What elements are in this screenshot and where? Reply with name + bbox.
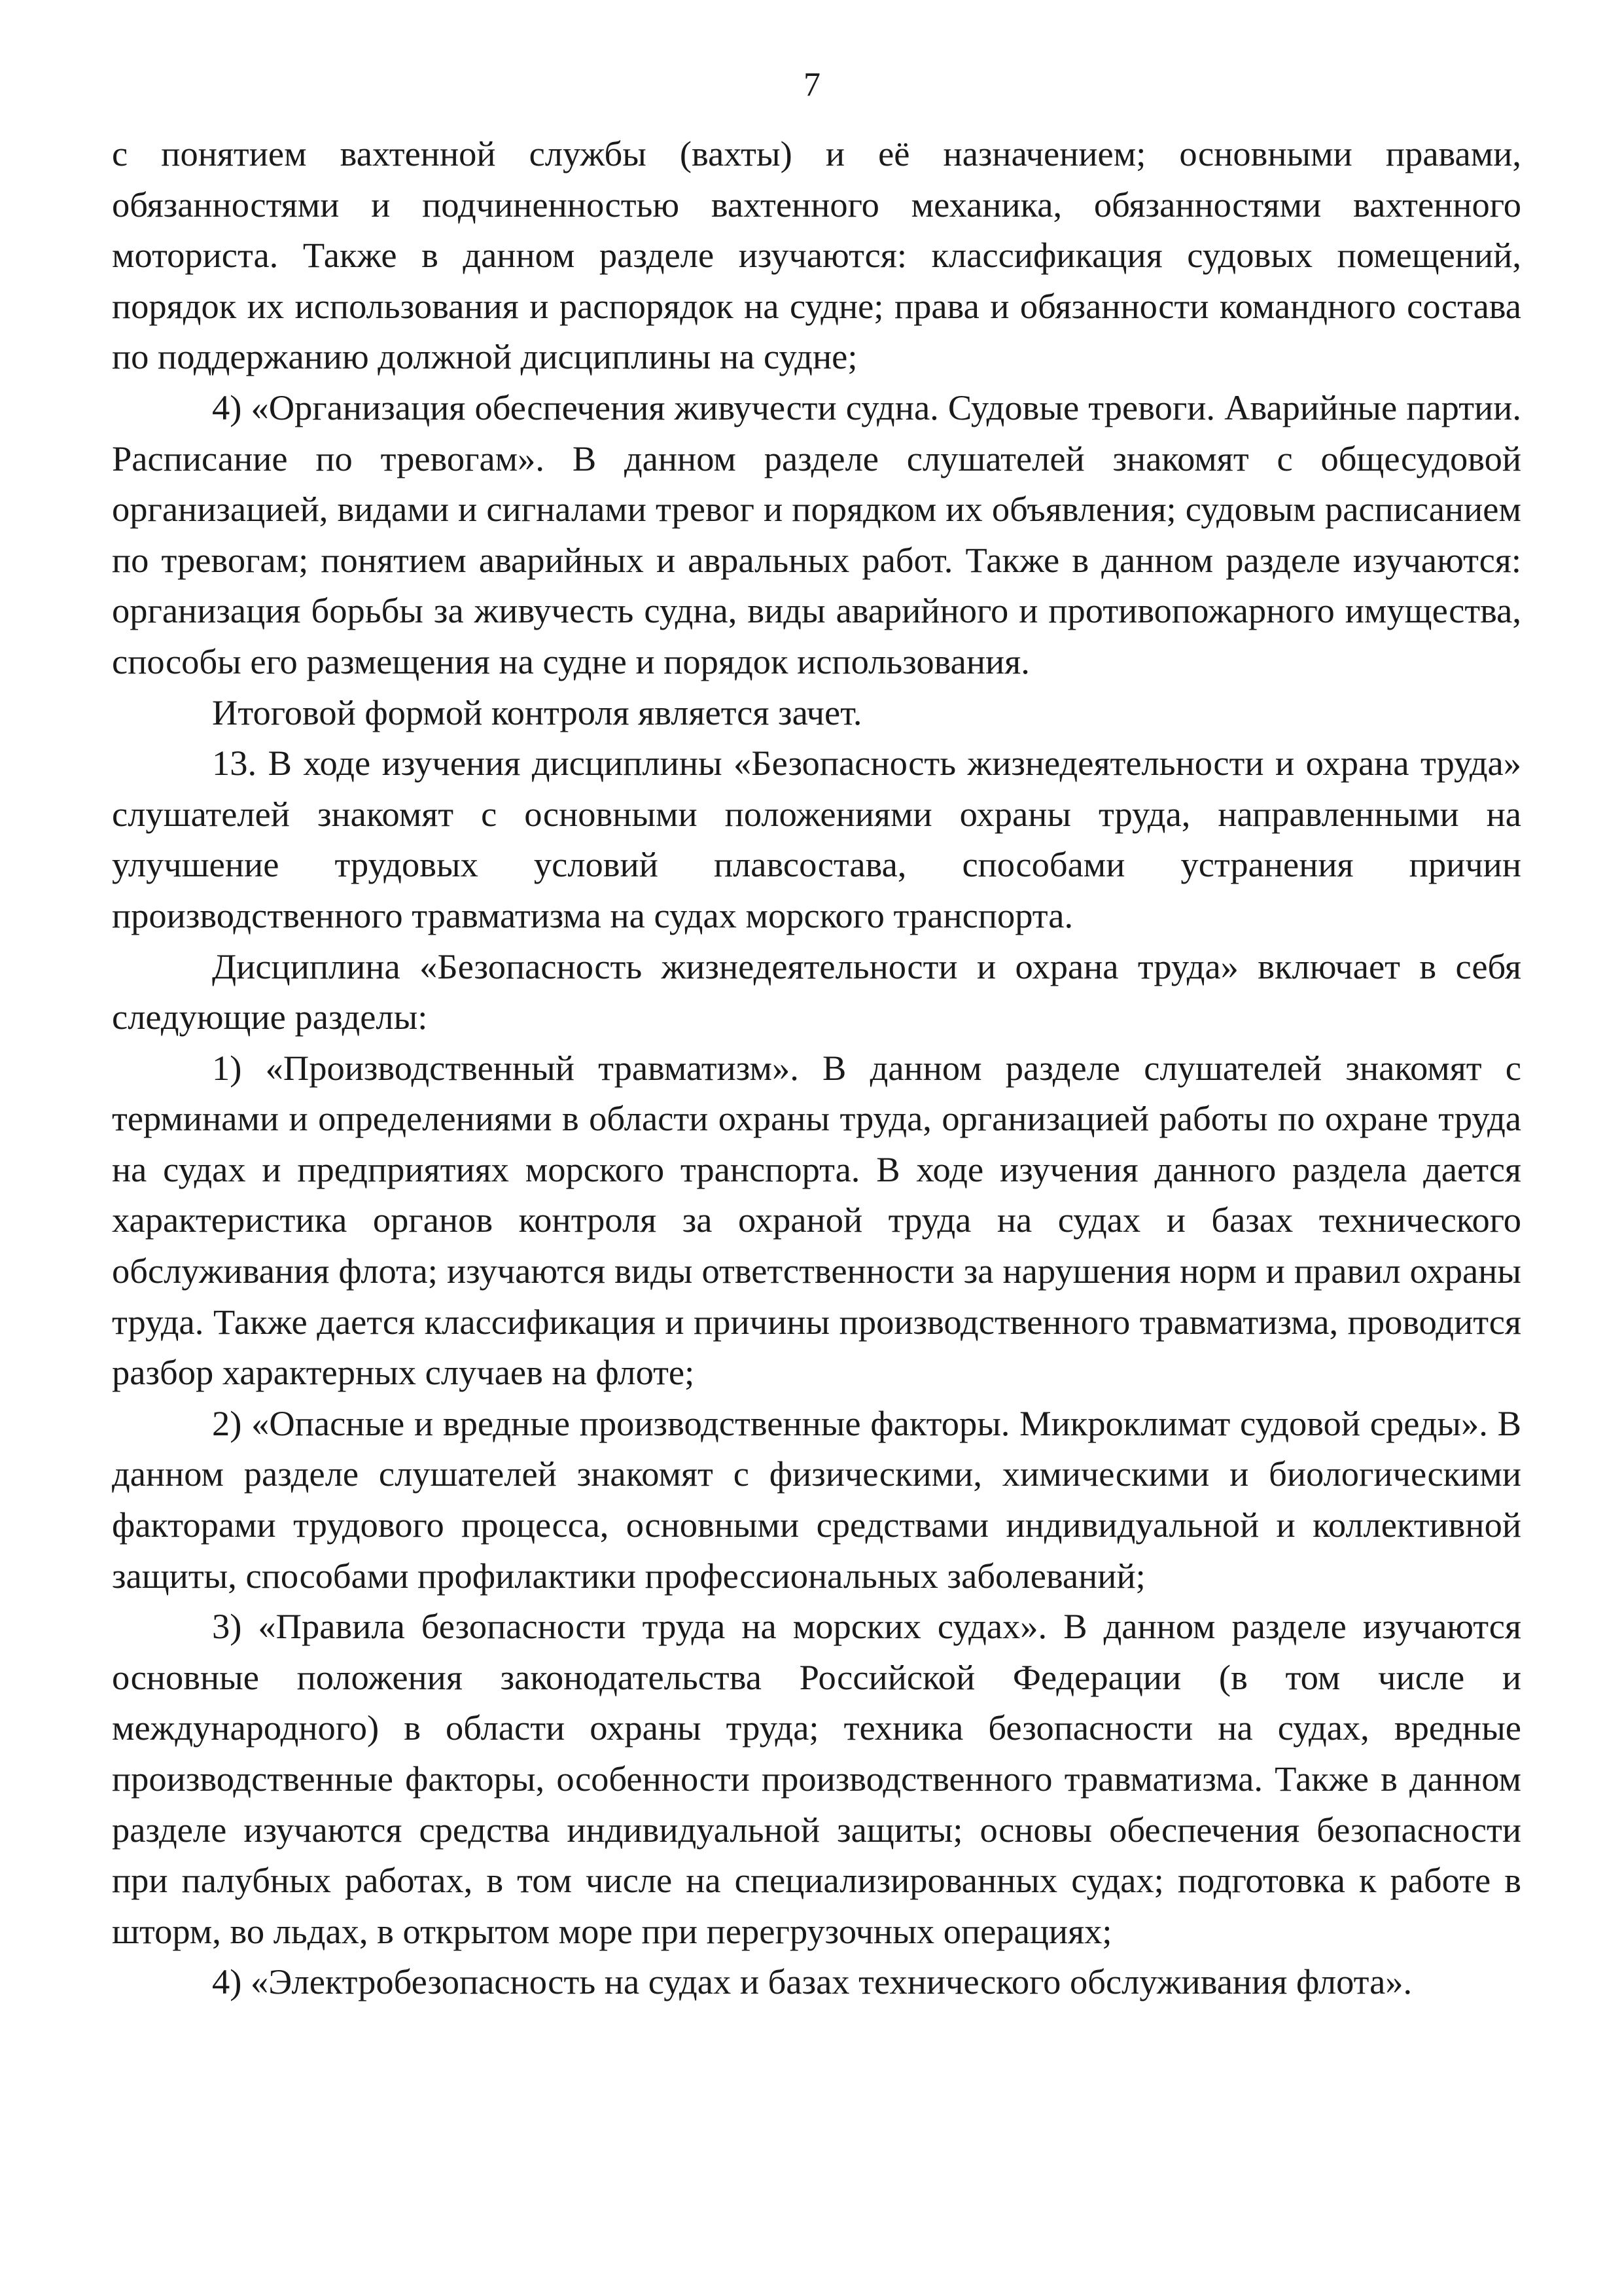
document-body <box>112 128 1521 2007</box>
paragraph-section-4-electrical-safety: 4) «Электробезопасность на судах и базах технического обслуживания флота». <box>212 1962 1413 2002</box>
paragraph-discipline-sections: Дисциплина «Безопасность жизнедеятельности и охрана труда» включает в себя следующие разделы: <box>112 946 1521 1037</box>
paragraph-section-4-survivability: 4) «Организация обеспечения живучести судна. Судовые тревоги. Аварийные партии. Расписание по тревогам». В данном разделе слушателей знакомят с общесудовой организацией, видами и сигналами тревог и порядком их объявления; судовым расписанием по тревогам; понятием аварийных и авральных работ. Также в данном разделе изучаются: организация борьбы за живучесть судна, виды аварийного и противопожарного имущества, способы его размещения на судне и порядок использования. <box>112 387 1521 681</box>
page-number: 7 <box>803 66 821 103</box>
paragraph-item-13: 13. В ходе изучения дисциплины «Безопасность жизнедеятельности и охрана труда» слушателей знакомят с основными положениями охраны труда, направленными на улучшение трудовых условий плавсостава, способами устранения причин производственного травматизма на судах морского транспорта. <box>112 743 1521 935</box>
paragraph-continued-watch-service: с понятием вахтенной службы (вахты) и её назначением; основными правами, обязанностями и подчиненностью вахтенного механика, обязанностями вахтенного моториста. Также в данном разделе изучаются: классификация судовых помещений, порядок их использования и распорядок на судне; права и обязанности командного состава по поддержанию должной дисциплины на судне; <box>112 134 1521 377</box>
paragraph-final-control: Итоговой формой контроля является зачет. <box>212 692 862 732</box>
paragraph-section-3-safety-rules: 3) «Правила безопасности труда на морских судах». В данном разделе изучаются основные положения законодательства Российской Федерации (в том числе и международного) в области охраны труда; техника безопасности на судах, вредные производственные факторы, особенности производственного травматизма. Также в данном разделе изучаются средства индивидуальной защиты; основы обеспечения безопасности при палубных работах, в том числе на специализированных судах; подготовка к работе в шторм, во льдах, в открытом море при перегрузочных операциях; <box>112 1606 1521 1951</box>
paragraph-section-1-injury: 1) «Производственный травматизм». В данном разделе слушателей знакомят с терминами и определениями в области охраны труда, организацией работы по охране труда на судах и предприятиях морского транспорта. В ходе изучения данного раздела дается характеристика органов контроля за охраной труда на судах и базах технического обслуживания флота; изучаются виды ответственности за нарушения норм и правил охраны труда. Также дается классификация и причины производственного травматизма, проводится разбор характерных случаев на флоте; <box>112 1047 1521 1393</box>
paragraph-section-2-hazards: 2) «Опасные и вредные производственные факторы. Микроклимат судовой среды». В данном разделе слушателей знакомят с физическими, химическими и биологическими факторами трудового процесса, основными средствами индивидуальной и коллективной защиты, способами профилактики профессиональных заболеваний; <box>112 1403 1521 1596</box>
